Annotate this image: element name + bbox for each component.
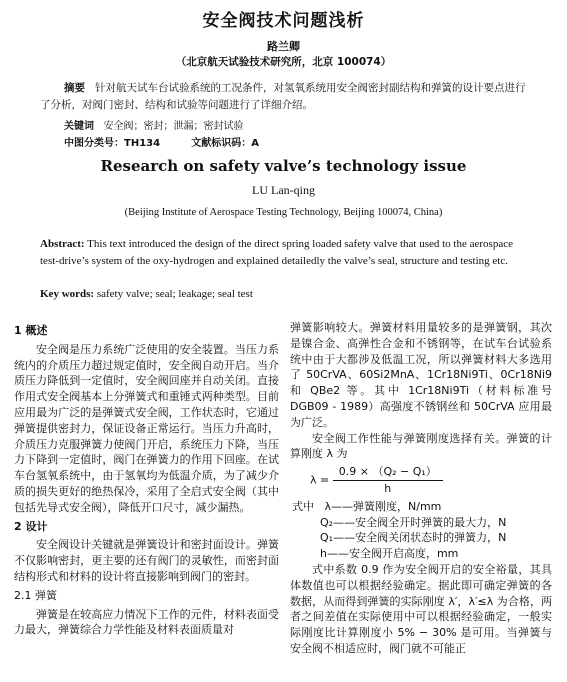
left-column — [14, 320, 279, 638]
affiliation-en: (Beijing Institute of Aerospace Testing Technology, Beijing 100074, China) — [124, 207, 443, 218]
keywords-text-cn: 安全阀；密封；泄漏；密封试验 — [103, 121, 244, 132]
where-label: 式中 — [292, 499, 314, 513]
formula-variables — [290, 499, 552, 562]
keywords-cn — [64, 117, 244, 132]
variable-lambda: λ——弹簧刚度，N/mm — [324, 499, 442, 513]
abstract-text-cn: 针对航天试车台试验系统的工况条件，对氢氧系统用安全阀密封副结构和弹簧的设计要点进行了分析，对阀门密封、结构和试验等问题进行了详细介绍。 — [40, 82, 526, 111]
keywords-label-cn: 关键词 — [64, 121, 94, 132]
abstract-label-cn: 摘要 — [64, 82, 85, 94]
right-paragraph-3: 式中系数 0.9 作为安全阀开启的安全裕量，其具体数值也可以根据经验确定。据此即可确定弹簧的各数据，从而得到弹簧的实际刚度 λ′，λ′≤λ 为合格，两者之间差值在实际使用中可以根据经验确定，一般实际刚度比计算刚度小 5% − 30% 是可用。当弹簧与安全阀不相适应时，阀门就不可能正 — [290, 562, 552, 655]
variable-q1: Q₁——安全阀关闭状态时的弹簧力，N — [320, 531, 507, 545]
right-paragraph-2: 安全阀工作性能与弹簧刚度选择有关。弹簧的计算刚度 λ 为 — [290, 431, 552, 461]
formula-fraction — [333, 464, 443, 497]
author-en: LU Lan-qing — [252, 183, 315, 197]
abstract-label-en: Abstract: — [40, 238, 85, 250]
doc-label: 文献标识码： — [191, 138, 252, 149]
section-2-1-heading: 2.1 弹簧 — [14, 588, 57, 602]
section-1-paragraph: 安全阀是压力系统广泛使用的安全装置。当压力系统内的介质压力超过规定值时，安全阀自动开启。当介质压力降低到一定值时，安全阀回座并自动关闭。直接作用式安全阀基本上分弹簧式和重锤式两种类型。目前应用最为广泛的是弹簧式安全阀，工作状态时，它通过弹簧提供密封力，保证设备正常运行。当压力升高时，介质压力克服弹簧力使阀门开启，系统压力下降，当压力下降到一定值时，阀门在弹簧力的作用下回座。在试车台氢氧系统中，由于氢氧均为低温介质，为了减少介质的损失更好的绝热保冷，采用了全启式安全阀（其中包括先导式安全阀），降低开口尺寸，减少漏热。 — [14, 342, 279, 514]
author-cn: 路兰卿 — [267, 40, 300, 53]
doc-value: A — [251, 138, 260, 149]
right-column — [290, 320, 552, 657]
stiffness-formula — [290, 464, 552, 497]
section-1-heading: 1 概述 — [14, 324, 48, 337]
keywords-label-en: Key words: — [40, 288, 95, 300]
formula-denominator: h — [384, 481, 392, 495]
section-2-1-paragraph: 弹簧是在较高应力情况下工作的元件，材料表面受力最大，弹簧综合力学性能及材料表面质量对 — [14, 607, 279, 637]
formula-numerator: 0.9 × （Q₂ − Q₁） — [333, 464, 443, 481]
keywords-text-en: safety valve; seal; leakage; seal test — [96, 288, 253, 300]
paper-title-cn: 安全阀技术问题浅析 — [202, 11, 365, 31]
variable-h: h——安全阀开启高度，mm — [320, 547, 459, 561]
affiliation-cn: （北京航天试验技术研究所，北京 100074） — [175, 56, 392, 68]
abstract-cn — [40, 80, 530, 114]
paper-title-en: Research on safety valve’s technology issue — [100, 157, 467, 175]
right-paragraph-1: 弹簧影响较大。弹簧材料用量较多的是弹簧钢，其次是镍合金、高弹性合金和不锈钢等，在试车台试验系统中由于大都涉及低温工况，所以弹簧材料大多选用了 50CrVA、60Si2MnA、1Cr18Ni9Ti、0Cr18Ni9 和 QBe2 等。其中 1Cr18Ni9Ti（材料标准号 DGB09 - 1989）高强度不锈钢丝和 50CrVA 应用最为广泛。 — [290, 321, 552, 429]
formula-lhs: λ = — [310, 473, 330, 487]
section-2-paragraph: 安全阀设计关键就是弹簧设计和密封面设计。弹簧不仅影响密封，更主要的还有阀门的灵敏性，而密封面结构形式和材料的设计将直接影响到阀门的密封。 — [14, 538, 279, 583]
class-label: 中图分类号： — [64, 138, 124, 149]
variable-q2: Q₂——安全阀全开时弹簧的最大力，N — [320, 515, 507, 529]
abstract-en — [40, 236, 530, 270]
class-value: TH134 — [124, 138, 161, 149]
keywords-en — [40, 288, 253, 300]
classification-row — [64, 134, 287, 149]
section-2-heading: 2 设计 — [14, 519, 48, 533]
abstract-text-en: This text introduced the design of the direct spring loaded safety valve that used to the aerospace test-drive’s system of the oxy-hydrogen and explained detailedly the valve’s seal, structure and testing etc. — [40, 238, 513, 267]
